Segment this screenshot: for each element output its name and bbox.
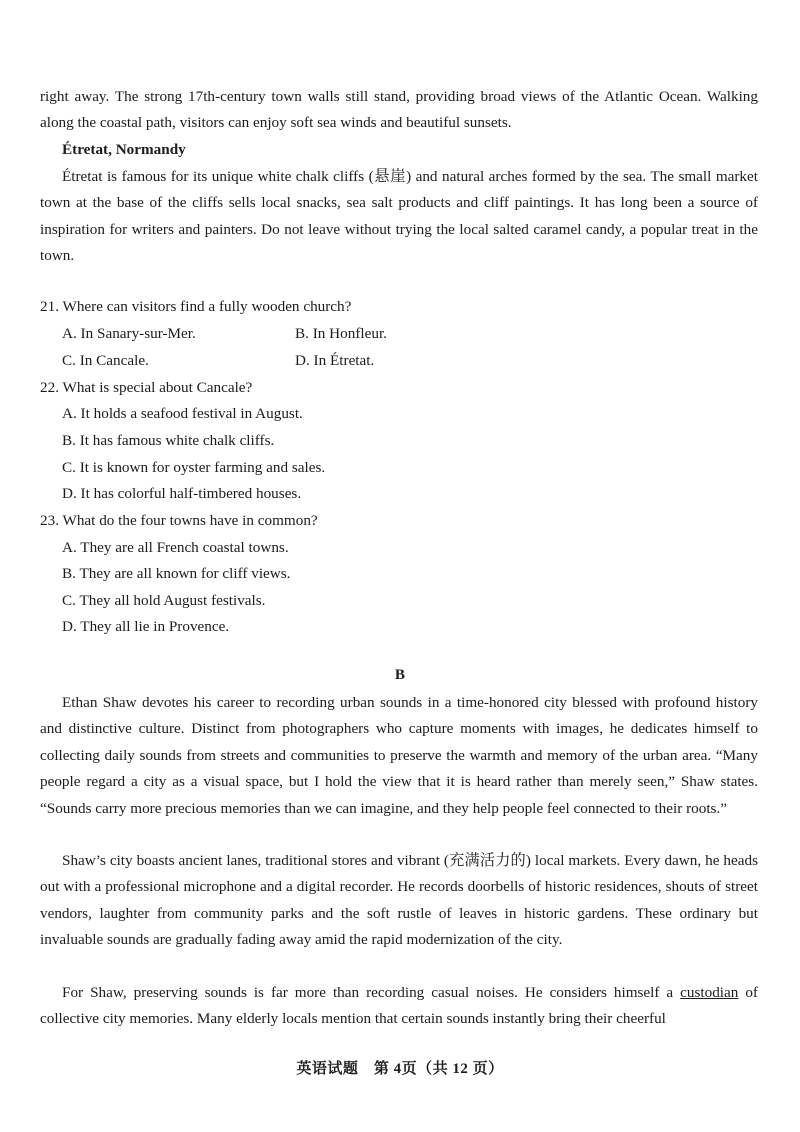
- question-22-stem: 22. What is special about Cancale?: [40, 379, 253, 396]
- underlined-word-custodian: custodian: [680, 984, 739, 1001]
- question-23-option-a: A. They are all French coastal towns.: [62, 539, 289, 556]
- passage-a-continuation: right away. The strong 17th-century town walls still stand, providing broad views of the Atlantic Ocean. Walking along the coastal path, visitors can enjoy soft sea winds and beautiful sunsets.: [40, 88, 758, 132]
- question-22-option-b: B. It has famous white chalk cliffs.: [62, 432, 275, 449]
- question-22-option-c: C. It is known for oyster farming and sales.: [62, 459, 326, 476]
- question-21-option-a: A. In Sanary-sur-Mer.: [62, 325, 196, 342]
- question-23-stem: 23. What do the four towns have in common?: [40, 512, 318, 529]
- page-footer: 英语试题 第 4页（共 12 页）: [296, 1061, 504, 1077]
- section-b-paragraph-2: Shaw’s city boasts ancient lanes, traditional stores and vibrant (充满活力的) local markets. Every dawn, he heads out with a professional microphone and a digital recorder. He records doorbells of historic residences, shouts of street vendors, laughter from community parks and the soft rustle of leaves in historic gardens. These ordinary but invaluable sounds are gradually fading away amid the rapid modernization of the city.: [40, 852, 758, 949]
- question-22-option-a: A. It holds a seafood festival in August.: [62, 405, 303, 422]
- etretat-heading: Étretat, Normandy: [62, 141, 186, 158]
- question-21-option-c: C. In Cancale.: [62, 352, 149, 369]
- question-21-option-d: D. In Étretat.: [295, 352, 375, 369]
- question-22-option-d: D. It has colorful half-timbered houses.: [62, 485, 302, 502]
- section-b-paragraph-1: Ethan Shaw devotes his career to recording urban sounds in a time-honored city blessed with profound history and distinctive culture. Distinct from photographers who capture moments with images, he dedicates himself to collecting daily sounds from streets and communities to preserve the warmth and memory of the urban area. “Many people regard a city as a visual space, but I hold the view that it is heard rather than merely seen,” Shaw states. “Sounds carry more precious memories than we can imagine, and they help people feel connected to their roots.”: [40, 694, 758, 817]
- question-23-option-d: D. They all lie in Provence.: [62, 618, 230, 635]
- question-21-option-b: B. In Honfleur.: [295, 325, 387, 342]
- section-b-paragraph-3: [40, 980, 758, 1033]
- etretat-paragraph: Étretat is famous for its unique white chalk cliffs (悬崖) and natural arches formed by the sea. The small market town at the base of the cliffs sells local snacks, sea salt products and cliff paintings. It has long been a source of inspiration for writers and painters. Do not leave without trying the local salted caramel candy, a popular treat in the town.: [40, 168, 758, 265]
- question-23-option-b: B. They are all known for cliff views.: [62, 565, 291, 582]
- question-21-stem: 21. Where can visitors find a fully wooden church?: [40, 298, 352, 315]
- paragraph-3-text-after: of collective city memories. Many elderly locals mention that certain sounds instantly bring their cheerful: [40, 984, 758, 1028]
- question-23-option-c: C. They all hold August festivals.: [62, 592, 266, 609]
- paragraph-3-text-before: For Shaw, preserving sounds is far more than recording casual noises. He considers himself a: [62, 984, 681, 1001]
- section-b-letter: B: [394, 666, 406, 683]
